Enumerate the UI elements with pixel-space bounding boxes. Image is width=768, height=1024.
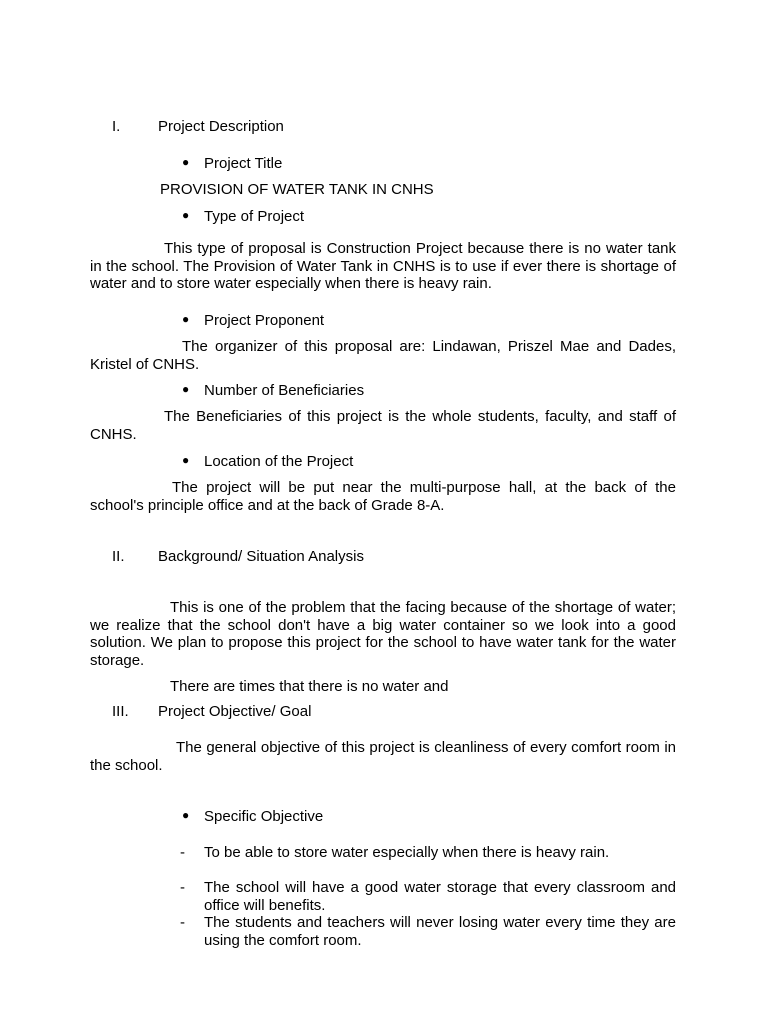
bullet-label: Specific Objective xyxy=(204,808,324,825)
section-numeral: II. xyxy=(112,548,125,565)
location-paragraph: The project will be put near the multi-purpose hall, at the back of the school's principle office and at the back of Grade 8-A. xyxy=(90,479,676,514)
dash-marker: - xyxy=(180,914,185,931)
section-heading-objective xyxy=(112,703,311,720)
objective-item xyxy=(180,844,676,862)
type-of-project-paragraph: This type of proposal is Construction Project because there is no water tank in the school. The Provision of Water Tank in CNHS is to use if ever there is shortage of water and to store water especially when there is heavy rain. xyxy=(90,240,676,292)
bullet-label: Project Proponent xyxy=(204,312,325,329)
beneficiaries-paragraph: The Beneficiaries of this project is the whole students, faculty, and staff of CNHS. xyxy=(90,408,676,443)
bullet-icon: ● xyxy=(182,808,190,822)
bullet-label: Type of Project xyxy=(204,208,305,225)
section-numeral: I. xyxy=(112,118,121,135)
bullet-specific-objective xyxy=(182,808,323,825)
bullet-number-of-beneficiaries xyxy=(182,382,364,399)
bullet-icon: ● xyxy=(182,208,190,222)
section-heading-background xyxy=(112,548,364,565)
bullet-icon: ● xyxy=(182,382,190,396)
section-title: Project Description xyxy=(158,118,284,135)
background-paragraph: This is one of the problem that the facing because of the shortage of water; we realize that the school don't have a big water container so we look into a good solution. We plan to propose this project for the school to have water tank for the water storage. xyxy=(90,599,676,669)
general-objective-paragraph: The general objective of this project is cleanliness of every comfort room in the school. xyxy=(90,739,676,774)
objective-item xyxy=(180,879,676,914)
objective-text: The school will have a good water storage that every classroom and office will benefits. xyxy=(204,879,676,914)
section-title: Background/ Situation Analysis xyxy=(158,548,364,565)
bullet-icon: ● xyxy=(182,312,190,326)
dash-marker: - xyxy=(180,844,185,861)
bullet-location-of-the-project xyxy=(182,453,353,470)
project-title-value: PROVISION OF WATER TANK IN CNHS xyxy=(160,181,434,198)
bullet-icon: ● xyxy=(182,155,190,169)
objective-text: The students and teachers will never losing water every time they are using the comfort room. xyxy=(204,914,676,949)
bullet-project-title xyxy=(182,155,282,172)
bullet-label: Number of Beneficiaries xyxy=(204,382,365,399)
objective-item xyxy=(180,914,676,949)
section-numeral: III. xyxy=(112,703,129,720)
proponent-paragraph: The organizer of this proposal are: Lindawan, Priszel Mae and Dades, Kristel of CNHS. xyxy=(90,338,676,373)
background-paragraph-2: There are times that there is no water and xyxy=(170,678,449,695)
section-heading-project-description xyxy=(112,118,284,135)
dash-marker: - xyxy=(180,879,185,896)
bullet-icon: ● xyxy=(182,453,190,467)
bullet-project-proponent xyxy=(182,312,324,329)
bullet-type-of-project xyxy=(182,208,304,225)
section-title: Project Objective/ Goal xyxy=(158,703,312,720)
bullet-label: Project Title xyxy=(204,155,283,172)
objective-text: To be able to store water especially when there is heavy rain. xyxy=(204,844,610,861)
bullet-label: Location of the Project xyxy=(204,453,354,470)
